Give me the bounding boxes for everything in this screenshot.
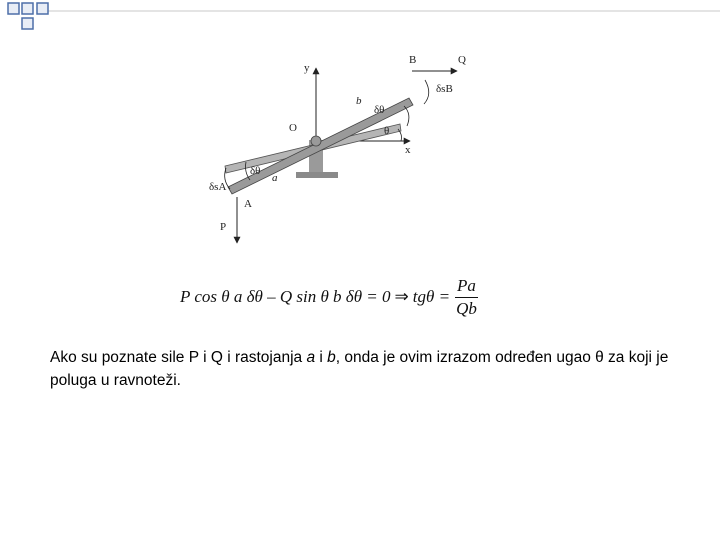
label-o: O xyxy=(289,122,297,134)
formula-fraction xyxy=(454,276,479,319)
label-q: Q xyxy=(458,54,466,66)
label-ds-a: δsA xyxy=(209,181,227,193)
text-part1: Ako su poznate sile P i Q i rastojanja xyxy=(50,349,307,366)
formula-lhs: P cos θ a δθ – Q sin θ b δθ = 0 xyxy=(180,287,391,306)
square-3 xyxy=(37,3,48,14)
label-ds-b: δsB xyxy=(436,83,453,95)
support-base xyxy=(296,172,338,178)
pivot xyxy=(311,136,321,146)
formula-tg: tgθ = xyxy=(412,287,451,306)
square-4 xyxy=(22,18,33,29)
formula-denominator: Qb xyxy=(456,298,477,318)
formula-arrow: ⇒ xyxy=(394,287,409,306)
text-part2: i xyxy=(315,349,328,366)
lever-diagram xyxy=(195,45,485,250)
label-x: x xyxy=(405,144,411,156)
label-theta: θ xyxy=(384,125,390,137)
text-a: a xyxy=(306,349,316,366)
label-b-length: b xyxy=(356,95,362,107)
label-y: y xyxy=(304,62,310,74)
text-b: b xyxy=(327,349,336,366)
label-b-point: B xyxy=(409,54,417,66)
ds-b-arc xyxy=(424,80,429,104)
label-p: P xyxy=(220,221,227,233)
square-1 xyxy=(8,3,19,14)
label-a-point: A xyxy=(244,198,252,210)
equilibrium-formula xyxy=(180,268,540,326)
lever-bar xyxy=(228,98,413,194)
explanation-text xyxy=(50,346,690,392)
square-2 xyxy=(22,3,33,14)
text-part3: , onda je ovim izrazom određen ugao θ za koji je poluga u ravnoteži. xyxy=(50,349,669,389)
label-a-length: a xyxy=(272,172,278,184)
decorative-squares xyxy=(0,0,720,40)
formula-numerator: Pa xyxy=(455,276,478,298)
label-dtheta-upper: δθ xyxy=(374,104,385,116)
label-dtheta-lower: δθ xyxy=(250,165,261,177)
